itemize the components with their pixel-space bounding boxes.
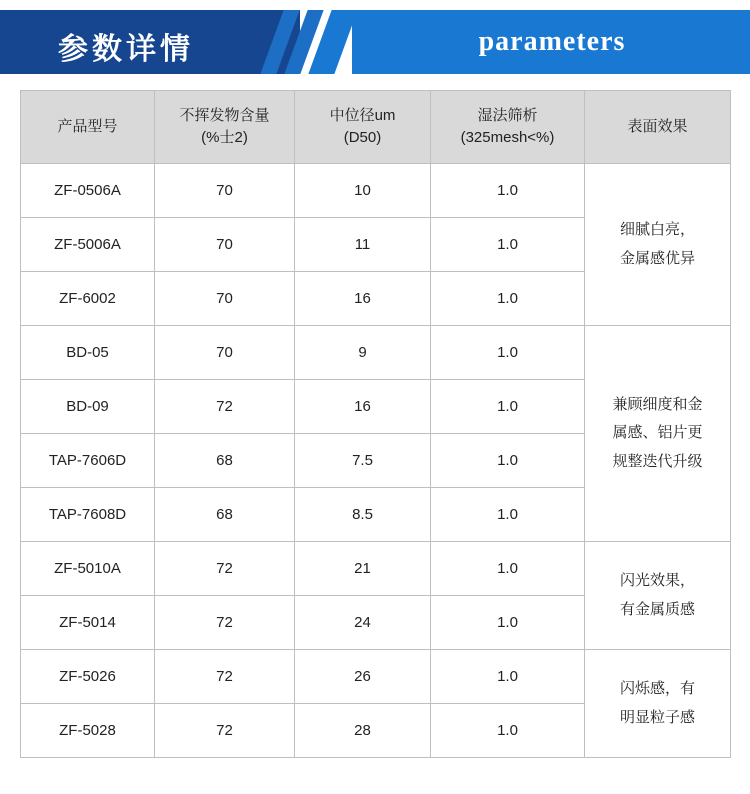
table-row — [21, 542, 731, 596]
cell-model: ZF-5026 — [21, 650, 155, 704]
surface-effect-line2: 金属感优异 — [619, 249, 695, 267]
cell-surface-effect — [585, 650, 731, 758]
surface-effect-line1: 闪光效果， — [619, 572, 695, 589]
cell-model: ZF-5014 — [21, 596, 155, 650]
column-header-sieve — [431, 91, 585, 164]
cell-nonvolatile: 70 — [155, 218, 295, 272]
cell-surface-effect — [585, 326, 731, 542]
cell-d50: 21 — [295, 542, 431, 596]
cell-sieve: 1.0 — [431, 380, 585, 434]
column-header-surface-effect — [585, 91, 731, 164]
cell-nonvolatile: 72 — [155, 596, 295, 650]
cell-d50: 16 — [295, 272, 431, 326]
cell-nonvolatile: 72 — [155, 704, 295, 758]
table-header — [21, 91, 731, 164]
banner-title-en: parameters — [478, 26, 626, 57]
cell-model: ZF-5006A — [21, 218, 155, 272]
page-header-banner — [0, 0, 750, 84]
cell-sieve: 1.0 — [431, 704, 585, 758]
column-header-model — [21, 91, 155, 164]
cell-nonvolatile: 70 — [155, 272, 295, 326]
cell-model: ZF-0506A — [21, 164, 155, 218]
column-header-nonvolatile-line2: (%士2) — [201, 129, 248, 146]
cell-nonvolatile: 72 — [155, 542, 295, 596]
cell-d50: 11 — [295, 218, 431, 272]
cell-model: ZF-6002 — [21, 272, 155, 326]
cell-nonvolatile: 72 — [155, 650, 295, 704]
cell-d50: 9 — [295, 326, 431, 380]
surface-effect-line2: 有金属质感 — [619, 600, 695, 618]
cell-sieve: 1.0 — [431, 488, 585, 542]
table-header-row — [21, 91, 731, 164]
column-header-nonvolatile — [155, 91, 295, 164]
cell-d50: 8.5 — [295, 488, 431, 542]
cell-sieve: 1.0 — [431, 164, 585, 218]
cell-nonvolatile: 70 — [155, 326, 295, 380]
parameters-table — [20, 90, 731, 758]
cell-sieve: 1.0 — [431, 596, 585, 650]
table-row — [21, 650, 731, 704]
surface-effect-line1: 细腻白亮， — [619, 221, 695, 238]
column-header-d50 — [295, 91, 431, 164]
column-header-sieve-line1: 湿法筛析 — [477, 107, 538, 125]
cell-sieve: 1.0 — [431, 272, 585, 326]
cell-d50: 28 — [295, 704, 431, 758]
surface-effect-line2: 属感、铝片更 — [612, 424, 703, 442]
column-header-surface-effect-line1: 表面效果 — [627, 118, 688, 136]
table-row — [21, 326, 731, 380]
cell-nonvolatile: 68 — [155, 488, 295, 542]
table-row — [21, 164, 731, 218]
cell-sieve: 1.0 — [431, 650, 585, 704]
cell-nonvolatile: 72 — [155, 380, 295, 434]
column-header-d50-line2: (D50) — [343, 129, 382, 146]
cell-model: BD-09 — [21, 380, 155, 434]
column-header-nonvolatile-line1: 不挥发物含量 — [179, 107, 270, 125]
banner-title-cn: 参数详情 — [58, 33, 194, 66]
cell-surface-effect — [585, 542, 731, 650]
cell-model: BD-05 — [21, 326, 155, 380]
cell-d50: 24 — [295, 596, 431, 650]
cell-d50: 16 — [295, 380, 431, 434]
cell-sieve: 1.0 — [431, 542, 585, 596]
surface-effect-line3: 规整迭代升级 — [612, 452, 703, 470]
cell-model: TAP-7608D — [21, 488, 155, 542]
cell-model: ZF-5028 — [21, 704, 155, 758]
column-header-model-line1: 产品型号 — [57, 118, 118, 136]
cell-surface-effect — [585, 164, 731, 326]
parameters-table-container — [20, 90, 730, 758]
column-header-sieve-line2: (325mesh<%) — [460, 129, 555, 146]
cell-nonvolatile: 70 — [155, 164, 295, 218]
cell-nonvolatile: 68 — [155, 434, 295, 488]
cell-sieve: 1.0 — [431, 434, 585, 488]
cell-sieve: 1.0 — [431, 218, 585, 272]
surface-effect-line1: 兼顾细度和金 — [612, 395, 703, 413]
cell-model: ZF-5010A — [21, 542, 155, 596]
cell-d50: 26 — [295, 650, 431, 704]
cell-d50: 7.5 — [295, 434, 431, 488]
table-body — [21, 164, 731, 758]
cell-model: TAP-7606D — [21, 434, 155, 488]
cell-sieve: 1.0 — [431, 326, 585, 380]
surface-effect-line2: 明显粒子感 — [619, 708, 695, 726]
surface-effect-line1: 闪烁感，有 — [619, 680, 695, 697]
cell-d50: 10 — [295, 164, 431, 218]
column-header-d50-line1: 中位径um — [329, 107, 396, 125]
